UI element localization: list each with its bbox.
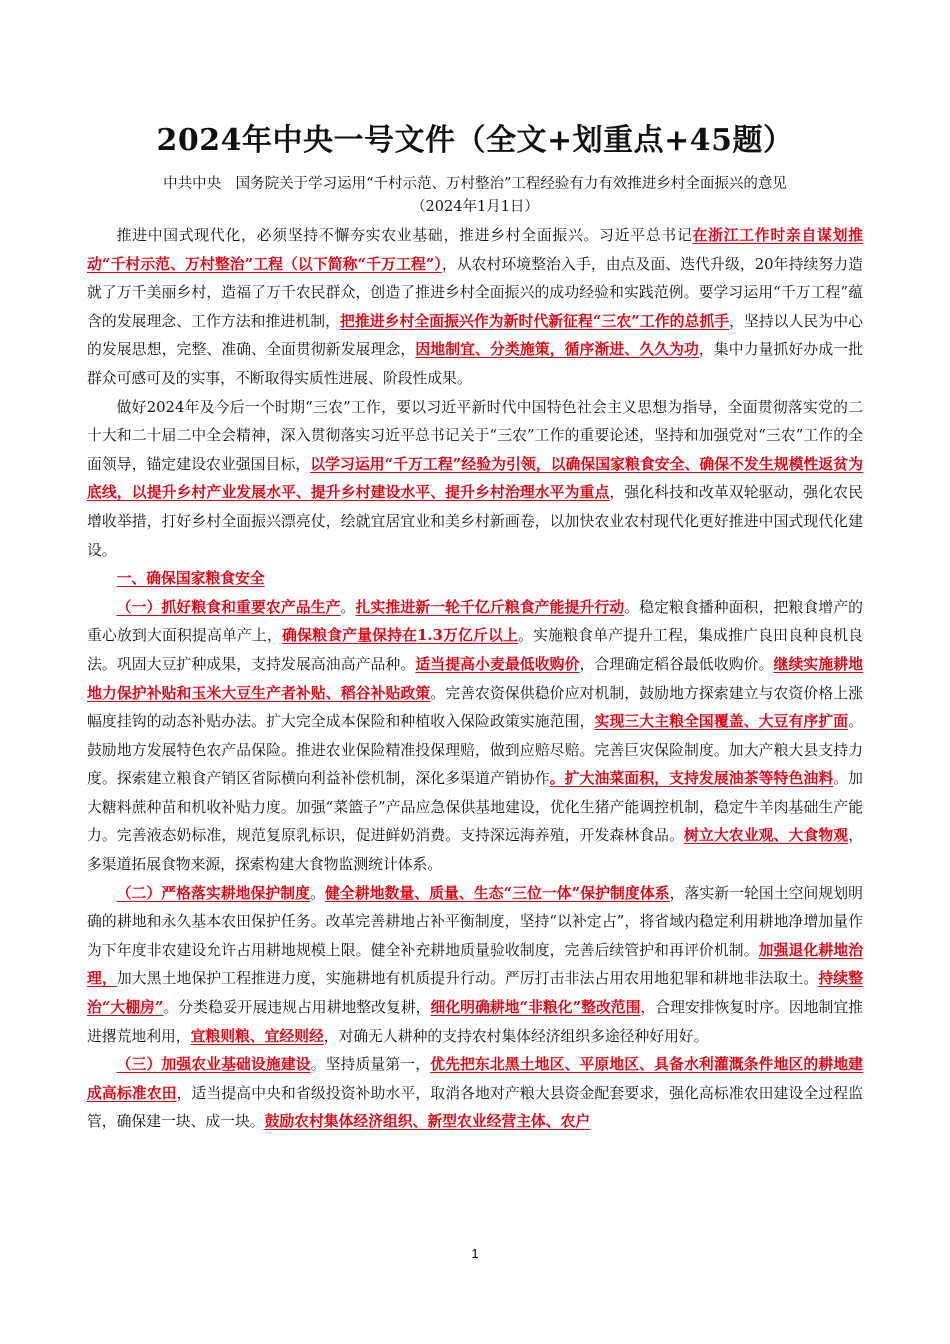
item-paragraph-3	[87, 1051, 863, 1137]
item-paragraph-2	[87, 880, 863, 1052]
highlighted-text: （二）严格落实耕地保护制度	[116, 884, 311, 902]
body-text: 。加大糖料蔗种苗和机收补贴力度。加强“菜篮子”产品应急保供基地建设，优化生猪产能调控机制，稳定牛羊肉基础生产能力。完善液态奶标准，规范复原乳标识，促进鲜奶消费。支持深远海养殖，开发森林食品。	[87, 770, 863, 845]
body-text: ，落实新一轮国土空间规划明确的耕地和永久基本农田保护任务。改革完善耕地占补平衡制度，坚持“以补定占”，将省域内稳定利用耕地净增加量作为下年度非农建设允许占用耕地规模上限。健全补充耕地质量验收制度，完善后续管护和再评价机制。	[87, 884, 863, 959]
highlighted-text: （一）抓好粮食和重要农产品生产	[116, 598, 341, 616]
highlighted-text: 确保粮食产量保持在1.3万亿斤以上	[282, 627, 519, 645]
highlighted-text: （三）加强农业基础设施建设	[116, 1056, 311, 1074]
highlighted-text: 把推进乡村全面振兴作为新时代新征程“三农”工作的总抓手	[339, 312, 730, 330]
body-text: ，合理安排恢复时序。因地制宜推进撂荒地利用，	[87, 999, 863, 1045]
item-paragraph-1	[87, 594, 863, 880]
highlighted-text: 鼓励农村集体经济组织、新型农业经营主体、农户	[264, 1113, 591, 1131]
intro-paragraph-1	[87, 222, 863, 394]
body-text: 。	[340, 598, 356, 616]
highlighted-text: 适当提高小麦最低收购价	[415, 655, 580, 673]
highlighted-text: 优先把东北黑土地区、平原地区、具备水利灌溉条件地区的耕地建成高标准农田	[87, 1056, 863, 1102]
highlighted-text: 因地制宜、分类施策，循序渐进、久久为功	[415, 341, 699, 359]
highlighted-text: 扎实推进新一轮千亿斤粮食产能提升行动	[355, 598, 625, 616]
highlighted-text: 在浙江工作时亲自谋划推动“千村示范、万村整治”工程（以下简称“千万工程”）	[87, 227, 863, 273]
body-text: 。实施粮食单产提升工程，集成推广良田良种良机良法。巩固大豆扩种成果，支持发展高油高产品种。	[87, 627, 863, 673]
body-text: ，坚持以人民为中心的发展思想，完整、准确、全面贯彻新发展理念，	[87, 312, 863, 359]
body-text: 。稳定粮食播种面积，把粮食增产的重心放到大面积提高单产上，	[87, 598, 863, 645]
body-text: 加大黑土地保护工程推进力度，实施耕地有机质提升行动。严厉打击非法占用农用地犯罪和耕地非法取土。	[116, 970, 819, 988]
body-text: ，强化科技和改革双轮驱动，强化农民增收举措，打好乡村全面振兴漂亮仗，绘就宜居宜业和美乡村新画卷，以加快农业农村现代化更好推进中国式现代化建设。	[87, 484, 863, 559]
body-text: 。	[310, 884, 325, 902]
body-text: ，对确无人耕种的支持农村集体经济组织多途径种好用好。	[323, 1027, 709, 1045]
highlighted-text: 。扩大油菜面积，支持发展油茶等特色油料	[549, 770, 834, 788]
body-text: ，多渠道拓展食物来源，探索构建大食物监测统计体系。	[87, 827, 863, 874]
document-title: 2024年中央一号文件（全文+划重点+45题）	[156, 123, 794, 158]
body-text: 。完善农资保供稳价应对机制，鼓励地方探索建立与农资价格上涨幅度挂钩的动态补贴办法。扩大完全成本保险和种植收入保险政策实施范围，	[87, 684, 863, 731]
highlighted-text: 实现三大主粮全国覆盖、大豆有序扩面	[594, 713, 849, 731]
highlighted-text: 树立大农业观、大食物观	[684, 827, 849, 845]
highlighted-text: 继续实施耕地地力保护补贴和玉米大豆生产者补贴、稻谷补贴政策	[87, 655, 863, 702]
body-text: ，合理确定稻谷最低收购价。	[579, 655, 774, 673]
highlighted-text: 宜粮则粮、宜经则经	[190, 1027, 324, 1045]
body-text: 推进中国式现代化，必须坚持不懈夯实农业基础，推进乡村全面振兴。习近平总书记	[116, 227, 693, 244]
body-text: 做好2024年及今后一个时期“三农”工作，要以习近平新时代中国特色社会主义思想为指导，全面贯彻落实党的二十大和二十届二中全会精神，深入贯彻落实习近平总书记关于“三农”工作的重要论述，坚持和加强党对“三农”工作的全面领导，锚定建设农业强国目标，	[87, 398, 863, 473]
body-text: ，集中力量抓好办成一批群众可感可及的实事，不断取得实质性进展、阶段性成果。	[87, 341, 863, 387]
intro-paragraph-2	[87, 394, 863, 566]
body-text: ，从农村环境整治入手，由点及面、迭代升级，20年持续努力造就了万千美丽乡村，造福了万千农民群众，创造了推进乡村全面振兴的成功经验和实践范例。要学习运用“千万工程”蕴含的发展理念、工作方法和推进机制，	[87, 255, 863, 330]
section-heading-food-security: 一、确保国家粮食安全	[116, 570, 265, 588]
body-text: 。鼓励地方发展特色农产品保险。推进农业保险精准投保理赔，做到应赔尽赔。完善巨灾保险制度。加大产粮大县支持力度。探索建立粮食产销区省际横向利益补偿机制，深化多渠道产销协作	[87, 713, 863, 788]
body-text: ，适当提高中央和省级投资补助水平，取消各地对产粮大县资金配套要求，强化高标准农田建设全过程监管，确保建一块、成一块。	[87, 1084, 863, 1131]
highlighted-text: 加强退化耕地治理，	[87, 941, 863, 988]
body-text: 。分类稳妥开展违规占用耕地整改复耕，	[163, 999, 431, 1017]
body-text: 。坚持质量第一，	[310, 1056, 431, 1074]
highlighted-text: 健全耕地数量、质量、生态“三位一体”保护制度体系	[324, 884, 670, 902]
highlighted-text: 以学习运用“千万工程”经验为引领，以确保国家粮食安全、确保不发生规模性返贫为底线，以提升乡村产业发展水平、提升乡村建设水平、提升乡村治理水平为重点	[87, 455, 863, 502]
page-number: 1	[471, 1246, 479, 1261]
document-date: （2024年1月1日）	[411, 199, 539, 215]
document-subtitle: 中共中央 国务院关于学习运用“千村示范、万村整治”工程经验有力有效推进乡村全面振兴的意见	[163, 176, 787, 192]
highlighted-text: 持续整治“大棚房”	[87, 970, 863, 1017]
highlighted-text: 细化明确耕地“非粮化”整改范围	[430, 999, 641, 1017]
